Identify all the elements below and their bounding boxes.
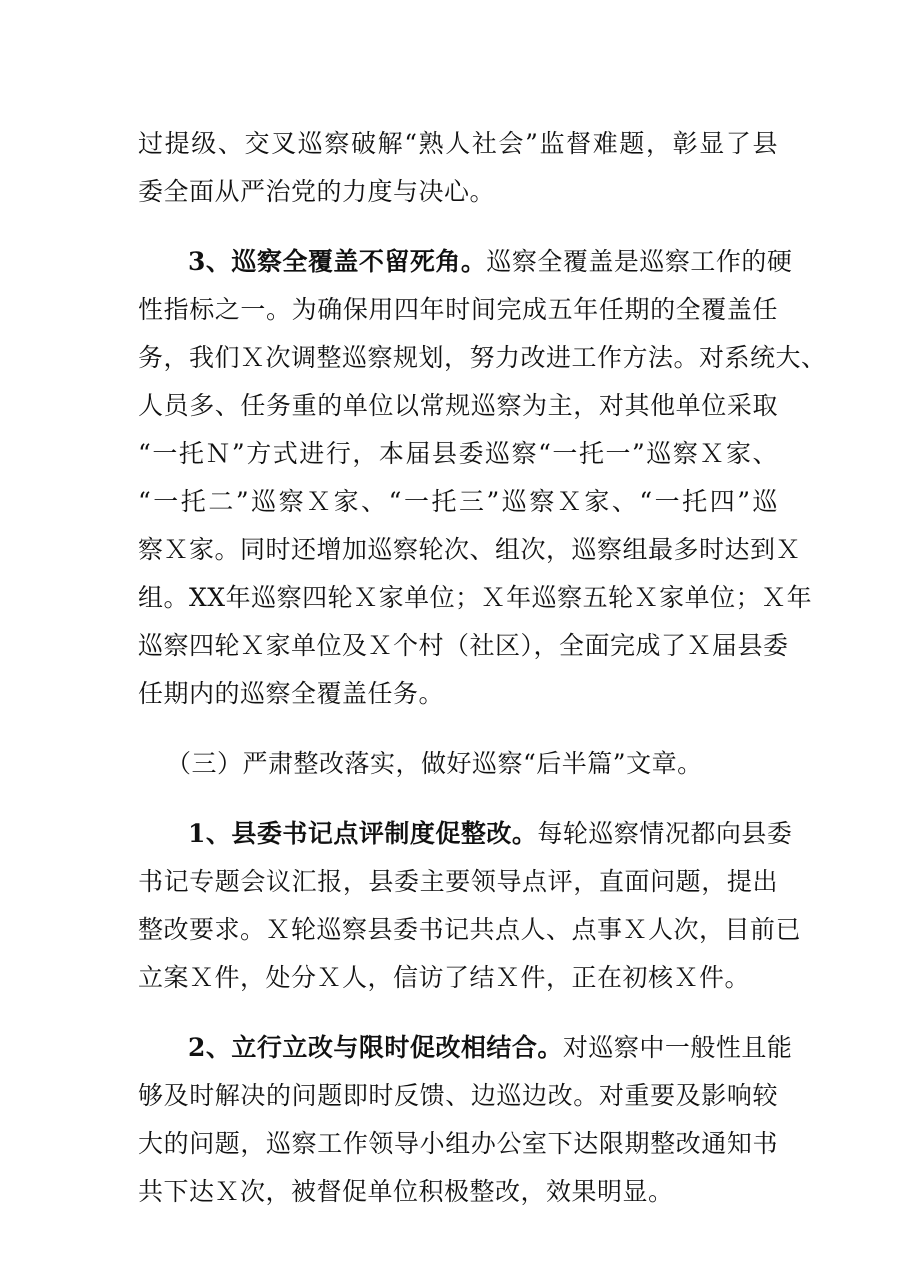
paragraph-line: 巡察四轮Ｘ家单位及Ｘ个村（社区），全面完成了Ｘ届县委 xyxy=(138,631,789,660)
paragraph-line: 性指标之一。为确保用四年时间完成五年任期的全覆盖任 xyxy=(138,295,778,324)
paragraph-text: 巡察全覆盖是巡察工作的硬 xyxy=(486,247,793,276)
paragraph-text: 对巡察中一般性且能 xyxy=(562,1033,793,1062)
paragraph-heading: 3、巡察全覆盖不留死角。 xyxy=(188,247,487,276)
paragraph-heading: 2、立行立改与限时促改相结合。 xyxy=(188,1033,563,1062)
paragraph-2 xyxy=(138,238,827,718)
paragraph-4 xyxy=(138,1024,793,1216)
paragraph-first-line xyxy=(138,238,793,286)
paragraph-line: 人员多、任务重的单位以常规巡察为主，对其他单位采取 xyxy=(138,391,778,420)
paragraph-line: 书记专题会议汇报，县委主要领导点评，直面问题，提出 xyxy=(138,867,778,896)
paragraph-line: 大的问题，巡察工作领导小组办公室下达限期整改通知书 xyxy=(138,1129,778,1158)
section-heading: （三）严肃整改落实，做好巡察“后半篇”文章。 xyxy=(166,749,703,778)
paragraph-line: 察Ｘ家。同时还增加巡察轮次、组次，巡察组最多时达到Ｘ xyxy=(138,535,802,564)
paragraph-1 xyxy=(138,120,778,216)
paragraph-line: “一托二”巡察Ｘ家、“一托三”巡察Ｘ家、“一托四”巡 xyxy=(138,487,778,516)
document-page xyxy=(138,120,827,1216)
paragraph-line: 过提级、交叉巡察破解“熟人社会”监督难题，彰显了县 xyxy=(138,129,778,158)
paragraph-heading: 1、县委书记点评制度促整改。 xyxy=(188,819,538,848)
paragraph-line: 立案Ｘ件，处分Ｘ人，信访了结Ｘ件，正在初核Ｘ件。 xyxy=(138,963,751,992)
paragraph-3 xyxy=(138,810,802,1002)
paragraph-line: 务，我们Ｘ次调整巡察规划，努力改进工作方法。对系统大、 xyxy=(138,343,827,372)
paragraph-text: 每轮巡察情况都向县委 xyxy=(537,819,793,848)
paragraph-first-line xyxy=(138,1024,793,1072)
paragraph-line: 够及时解决的问题即时反馈、边巡边改。对重要及影响较 xyxy=(138,1081,778,1110)
paragraph-line: 整改要求。Ｘ轮巡察县委书记共点人、点事Ｘ人次，目前已 xyxy=(138,915,802,944)
paragraph-first-line xyxy=(138,810,793,858)
paragraph-line: 共下达Ｘ次，被督促单位积极整改，效果明显。 xyxy=(138,1177,674,1206)
paragraph-line: 委全面从严治党的力度与决心。 xyxy=(138,177,496,206)
paragraph-line: 组。XX年巡察四轮Ｘ家单位；Ｘ年巡察五轮Ｘ家单位；Ｘ年 xyxy=(138,583,813,612)
paragraph-line: “一托Ｎ”方式进行，本届县委巡察“一托一”巡察Ｘ家、 xyxy=(138,439,778,468)
paragraph-line: 任期内的巡察全覆盖任务。 xyxy=(138,679,445,708)
